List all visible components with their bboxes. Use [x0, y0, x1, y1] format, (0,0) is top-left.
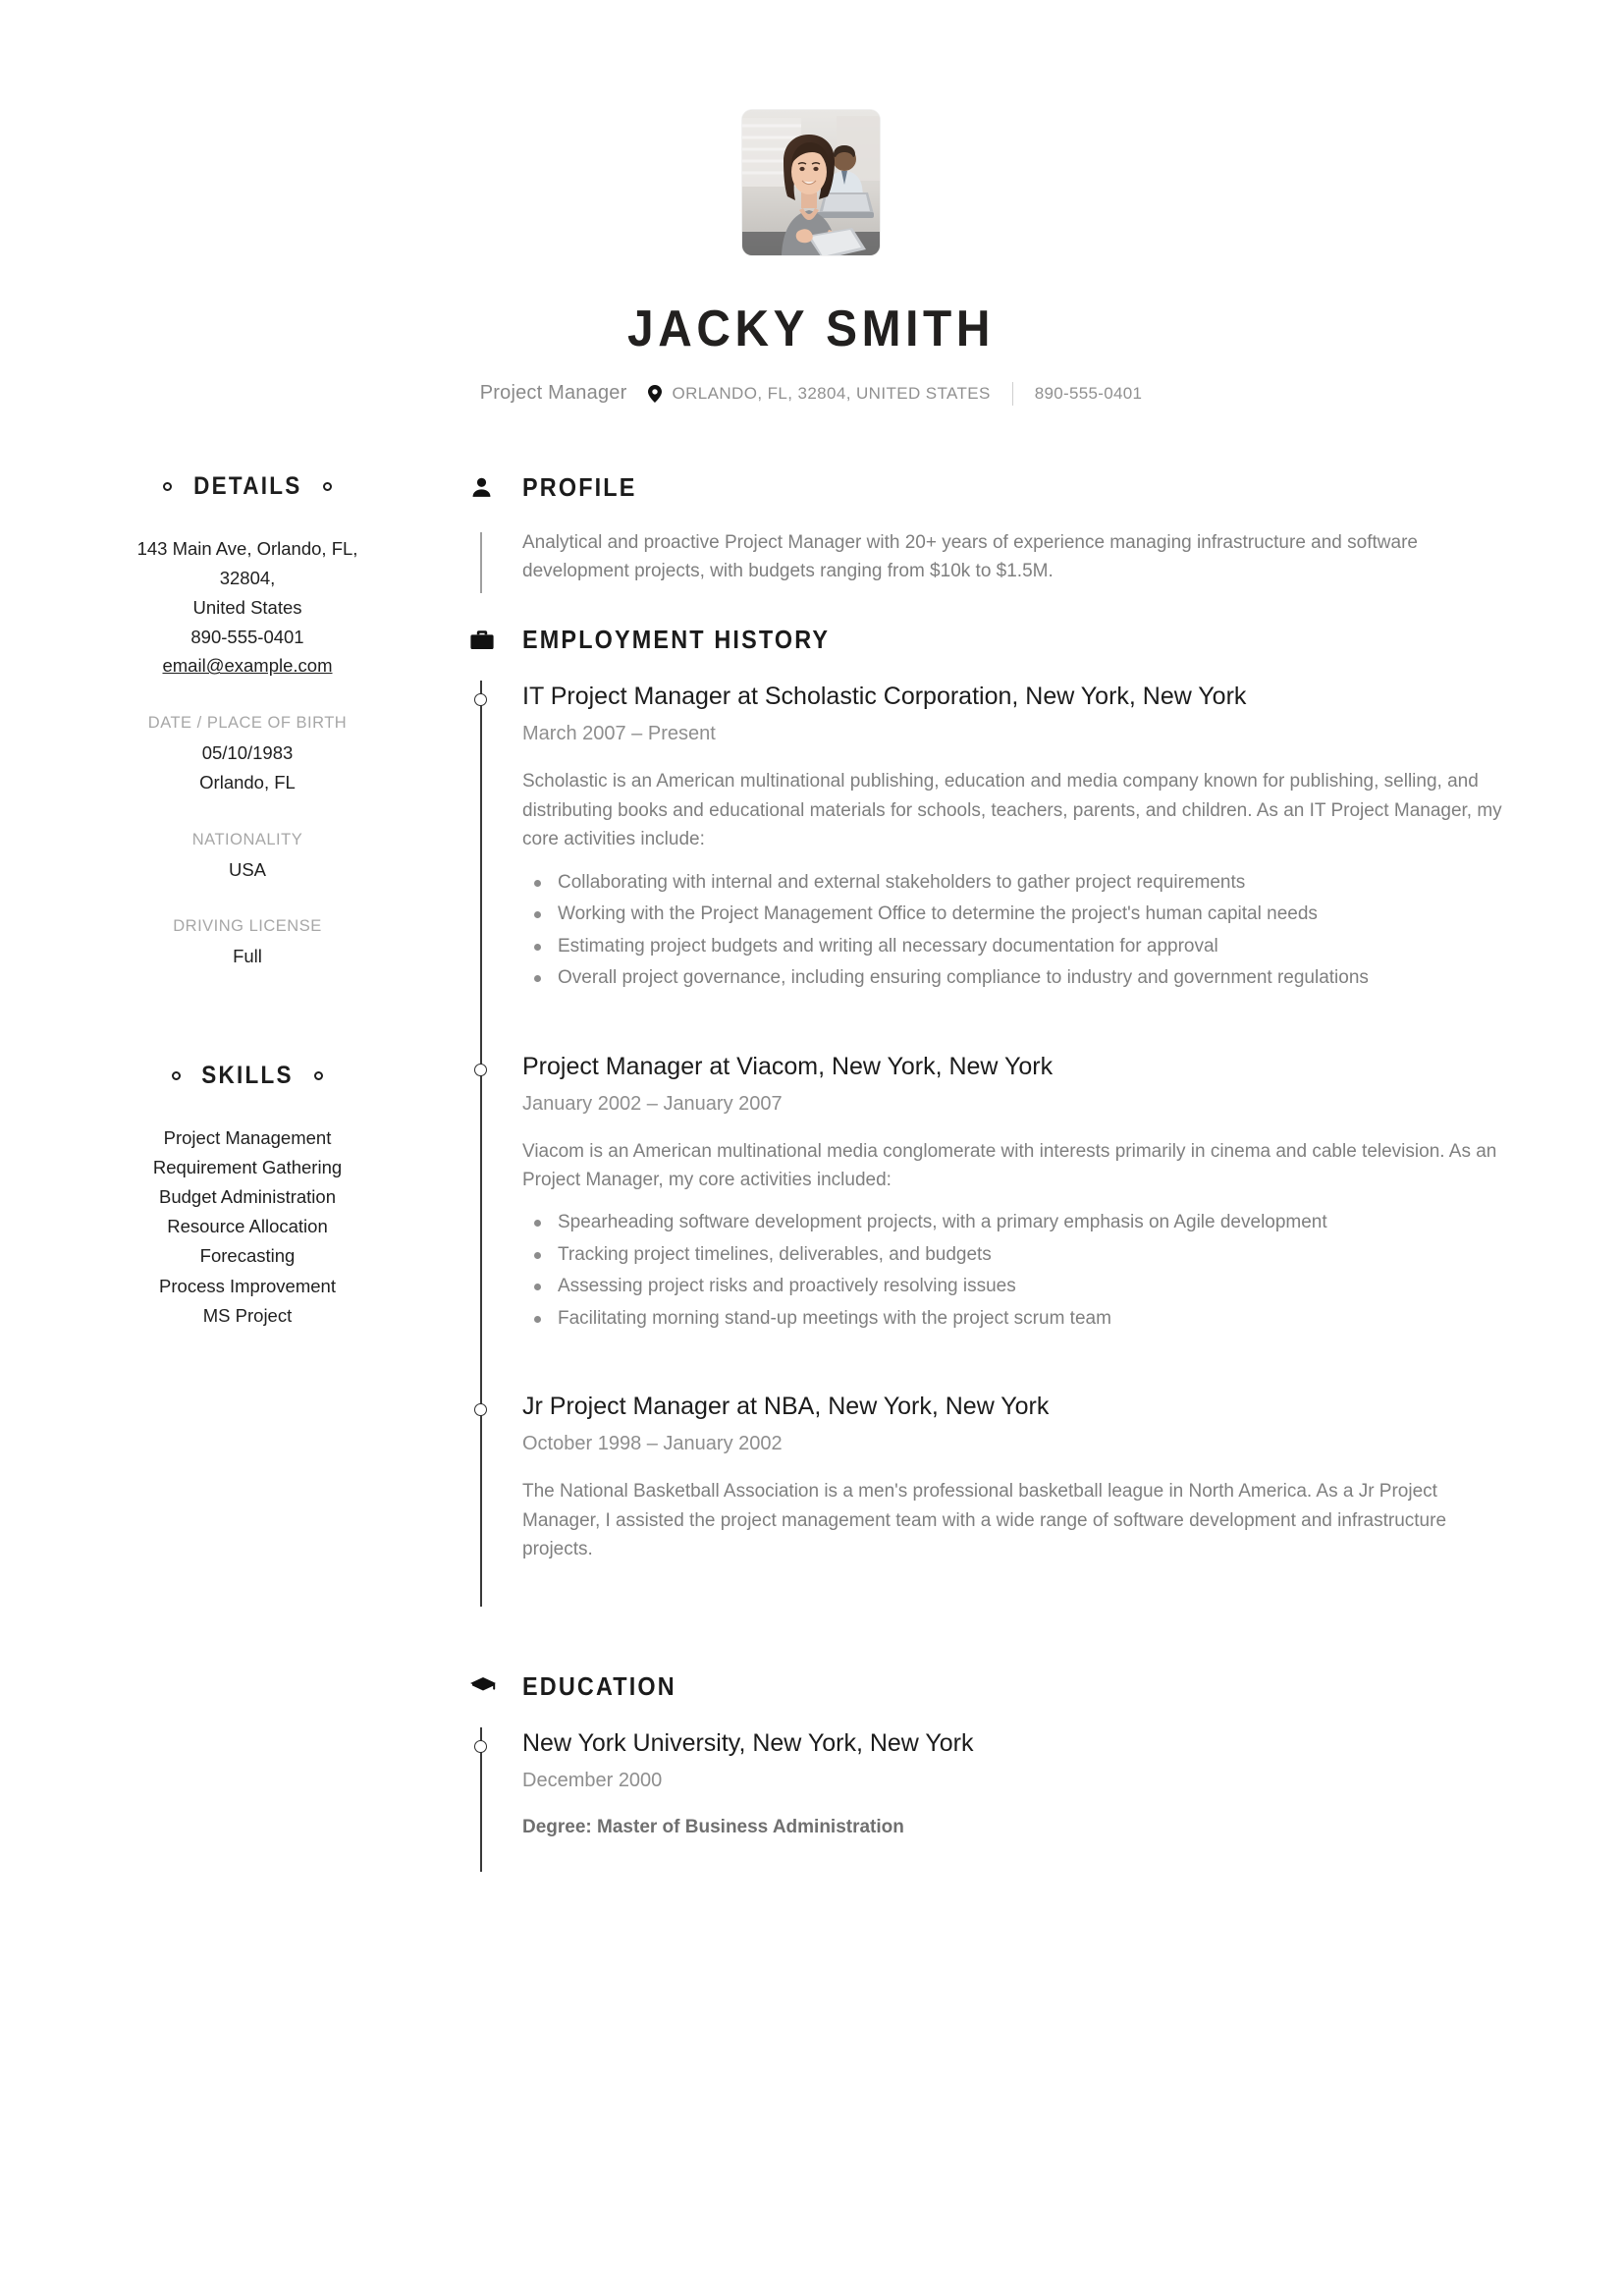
- list-item: Process Improvement: [159, 1275, 336, 1296]
- skills-heading-label: SKILLS: [201, 1061, 294, 1089]
- spacer: [469, 1616, 1504, 1671]
- education-heading: [469, 1671, 1504, 1702]
- header-contact-line: [0, 382, 1622, 406]
- timeline-dot-icon: [474, 693, 487, 706]
- details-block-label: NATIONALITY: [191, 830, 303, 848]
- section-education: [469, 1671, 1504, 1872]
- details-heading: [108, 472, 387, 501]
- list-item: MS Project: [202, 1304, 293, 1326]
- main-column: [422, 472, 1504, 1882]
- list-item: Facilitating morning stand-up meetings with the project scrum team: [522, 1304, 1504, 1333]
- skills-heading: [108, 1062, 387, 1090]
- profile-text: Analytical and proactive Project Manager with 20+ years of experience managing infrastructure and software development projects, with budgets ranging from $10k to $1.5M.: [522, 531, 1418, 582]
- employment-entry: [469, 681, 1504, 1050]
- entry-title: Jr Project Manager at NBA, New York, New York: [522, 1393, 1050, 1421]
- list-item: Spearheading software development projects, with a primary emphasis on Agile development: [522, 1208, 1504, 1236]
- details-address: [108, 534, 387, 682]
- timeline-dot-icon: [474, 1740, 487, 1753]
- address-line-2: United States: [192, 596, 302, 618]
- list-item: Assessing project risks and proactively resolving issues: [522, 1272, 1504, 1300]
- education-heading-label: EDUCATION: [522, 1671, 676, 1702]
- profile-heading-label: PROFILE: [522, 471, 637, 502]
- details-block-value-1: USA: [228, 858, 267, 880]
- education-entry: [469, 1727, 1504, 1872]
- entry-bullet-list: [522, 868, 1504, 993]
- header-divider: [1012, 382, 1013, 406]
- details-block-value-1: 05/10/1983: [201, 742, 294, 764]
- entry-description: Viacom is an American multinational media conglomerate with interests primarily in cinema and cable television. As an Project Manager, my core activities included:: [522, 1140, 1497, 1190]
- circle-ornament-right-icon: [323, 482, 332, 491]
- timeline-dot-icon: [474, 1064, 487, 1076]
- details-block-birth: [108, 714, 387, 796]
- photo-container: [0, 110, 1622, 255]
- header-location: ORLANDO, FL, 32804, UNITED STATES: [672, 383, 991, 403]
- page-title: JACKY SMITH: [626, 301, 996, 357]
- entry-description: The National Basketball Association is a men's professional basketball league in North America. As a Jr Project Manager, I assisted the project management team with a wide range of software development and infrastructure projects.: [522, 1481, 1447, 1560]
- section-profile: [469, 472, 1504, 616]
- sidebar: [108, 472, 422, 1331]
- list-item: Forecasting: [199, 1245, 296, 1267]
- spacer: [522, 1336, 1504, 1387]
- header-phone: 890-555-0401: [1034, 383, 1143, 403]
- resume-header: [0, 0, 1622, 406]
- list-item: Overall project governance, including ensuring compliance to industry and government regulations: [522, 963, 1504, 992]
- section-employment-history: [469, 625, 1504, 1607]
- entry-title: Project Manager at Viacom, New York, New York: [522, 1052, 1054, 1080]
- entry-title: IT Project Manager at Scholastic Corporation, New York, New York: [522, 683, 1247, 711]
- list-item: Tracking project timelines, deliverables, and budgets: [522, 1240, 1504, 1269]
- employment-heading-label: EMPLOYMENT HISTORY: [522, 625, 831, 655]
- briefcase-icon: [469, 629, 499, 652]
- entry-title: New York University, New York, New York: [522, 1729, 974, 1758]
- details-block-label: DRIVING LICENSE: [173, 917, 322, 936]
- details-phone: 890-555-0401: [190, 626, 304, 647]
- details-block-value-1: Full: [233, 946, 262, 967]
- circle-ornament-left-icon: [163, 482, 172, 491]
- timeline-dot-icon: [474, 1403, 487, 1416]
- list-item: Estimating project budgets and writing all necessary documentation for approval: [522, 932, 1504, 960]
- person-icon: [469, 475, 499, 500]
- resume-content: [0, 406, 1622, 1882]
- list-item: Working with the Project Management Office to determine the project's human capital needs: [522, 900, 1504, 928]
- spacer: [522, 996, 1504, 1047]
- entry-degree: Degree: Master of Business Administration: [522, 1817, 904, 1838]
- address-line-1: 143 Main Ave, Orlando, FL, 32804,: [136, 537, 358, 588]
- entry-bullet-list: [522, 1208, 1504, 1333]
- list-item: Resource Allocation: [167, 1216, 328, 1237]
- profile-body: [469, 528, 1504, 616]
- list-item: Requirement Gathering: [152, 1156, 343, 1177]
- list-item: Project Management: [163, 1126, 332, 1148]
- list-item: Budget Administration: [159, 1186, 336, 1208]
- details-block-nationality: [108, 831, 387, 885]
- employment-entry: [469, 1051, 1504, 1392]
- skills-list: [108, 1123, 387, 1331]
- details-heading-label: DETAILS: [192, 471, 302, 500]
- details-block-label: DATE / PLACE OF BIRTH: [147, 714, 348, 733]
- entry-date: March 2007 – Present: [522, 723, 716, 745]
- entry-date: October 1998 – January 2002: [522, 1433, 783, 1455]
- circle-ornament-left-icon: [172, 1071, 181, 1080]
- graduation-cap-icon: [469, 1676, 499, 1698]
- details-email-link[interactable]: email@example.com: [162, 655, 333, 677]
- entry-date: December 2000: [522, 1770, 663, 1792]
- spacer: [522, 1563, 1504, 1603]
- map-pin-icon: [648, 385, 662, 403]
- profile-photo: [742, 110, 880, 255]
- details-block-driving-license: [108, 917, 387, 971]
- entry-description: Scholastic is an American multinational publishing, education and media company known for publishing, selling, and distributing books and educational materials for schools, teachers, parents, and children. As an IT Project Manager, my core activities include:: [522, 771, 1502, 850]
- circle-ornament-right-icon: [314, 1071, 323, 1080]
- entry-date: January 2002 – January 2007: [522, 1092, 783, 1115]
- list-item: Collaborating with internal and external stakeholders to gather project requirements: [522, 868, 1504, 897]
- employment-entry: [469, 1391, 1504, 1607]
- employment-heading: [469, 625, 1504, 655]
- header-role: Project Manager: [479, 382, 627, 405]
- profile-heading: [469, 472, 1504, 503]
- details-block-value-2: Orlando, FL: [199, 772, 296, 793]
